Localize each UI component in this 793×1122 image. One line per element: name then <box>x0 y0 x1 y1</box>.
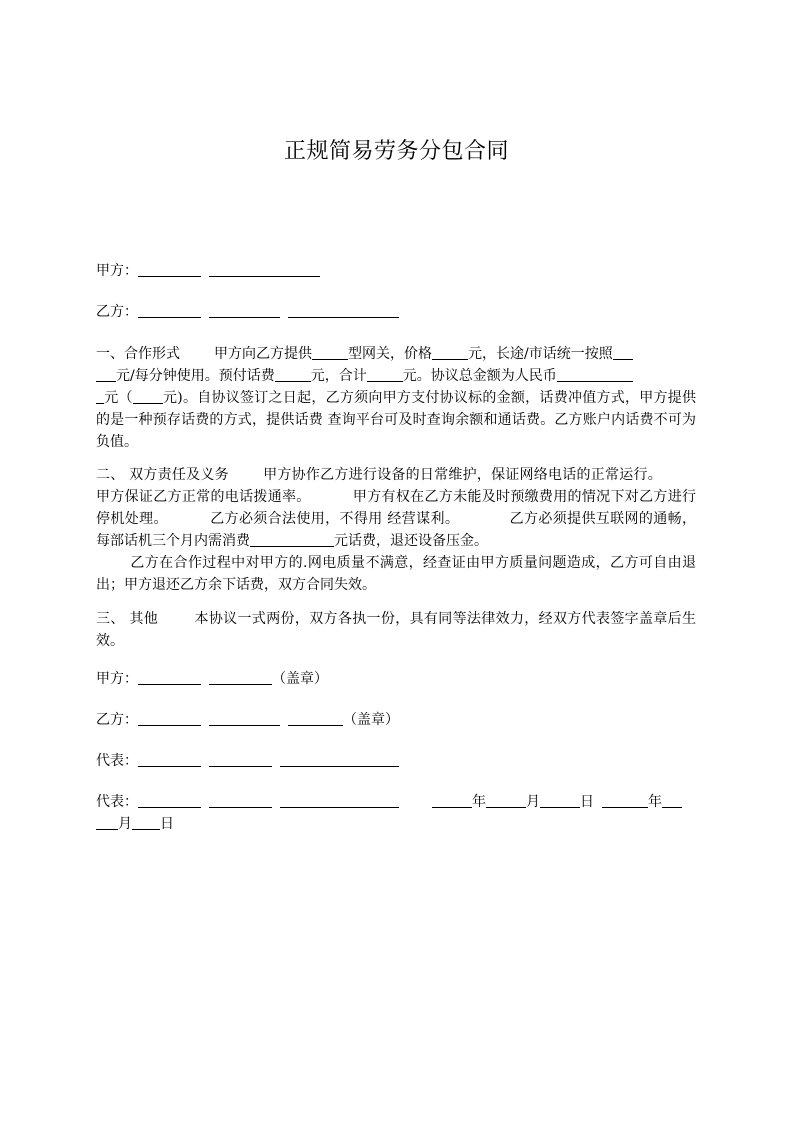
blank-field <box>312 344 348 360</box>
paragraph-text: 元，合计 <box>310 368 367 384</box>
blank-field <box>96 388 104 404</box>
paragraph-text: 甲方协作乙方进行设备的日常维护，保证网络电话的正常运行。 <box>262 467 663 483</box>
signature-representative-date <box>96 791 696 835</box>
blank-field <box>209 261 320 277</box>
year-label: 年 <box>472 794 486 810</box>
month-label: 月 <box>118 816 132 832</box>
blank-field <box>209 792 272 808</box>
blank-field <box>209 669 272 685</box>
signature-representative <box>96 750 696 772</box>
paragraph-text: 元话费，退还设备压金。 <box>334 533 488 549</box>
paragraph-text: 元。协议总金额为人民币 <box>402 368 557 384</box>
party-b-line <box>96 301 696 323</box>
blank-field <box>209 710 280 726</box>
paragraph-text: 元，长途/市话统一按照 <box>468 346 613 362</box>
paragraph-text: 乙方在合作过程中对甲方的.网电质量不满意，经查证由甲方质量问题造成，乙方可自由退出；甲方退还乙方余下话费，双方合同失效。 <box>96 555 696 593</box>
blank-field <box>250 531 334 547</box>
paragraph-text: 甲方保证乙方正常的电话拨通率。 <box>96 489 311 505</box>
party-b-label: 乙方： <box>96 712 138 728</box>
representative-label: 代表： <box>96 753 138 769</box>
signature-party-b <box>96 709 696 731</box>
blank-field <box>557 366 633 382</box>
blank-field <box>138 302 201 318</box>
section-responsibilities <box>96 464 696 596</box>
party-a-line <box>96 260 696 282</box>
paragraph-text: 本协议一式两份，双方各执一份，具有同等法律效力，经双方代表签字盖章后生效。 <box>96 611 697 649</box>
section-heading: 二、 双方责任及义务 <box>96 467 229 483</box>
blank-field <box>662 792 682 808</box>
paragraph-text: 元/每分钟使用。预付话费 <box>116 368 275 384</box>
blank-field <box>138 261 201 277</box>
party-a-label: 甲方： <box>96 671 138 687</box>
paragraph-text: 型网关，价格 <box>348 346 432 362</box>
day-label: 日 <box>160 816 174 832</box>
year-label: 年 <box>648 794 662 810</box>
blank-field <box>367 366 403 382</box>
blank-field <box>432 344 468 360</box>
section-other <box>96 608 696 652</box>
blank-field <box>132 814 160 830</box>
signature-party-a <box>96 668 696 690</box>
paragraph-text: 乙方必须提供互联网的通畅，每部话机三个月内需消费 <box>96 511 697 549</box>
representative-label: 代表： <box>96 794 138 810</box>
blank-field <box>209 751 272 767</box>
document-title: 正规简易劳务分包合同 <box>283 139 509 164</box>
section-cooperation-form <box>96 343 696 453</box>
seal-label: （盖章） <box>343 712 399 728</box>
party-b-label: 乙方： <box>96 304 138 320</box>
blank-field <box>280 751 399 767</box>
paragraph-text: 元（ <box>104 390 133 406</box>
blank-field <box>96 814 118 830</box>
paragraph-text: 乙方必须合法使用，不得用 经营谋利。 <box>209 511 460 527</box>
blank-field <box>288 302 399 318</box>
blank-field <box>96 366 116 382</box>
blank-field <box>613 344 633 360</box>
blank-field <box>486 792 526 808</box>
blank-field <box>540 792 580 808</box>
seal-label: （盖章） <box>272 671 328 687</box>
blank-field <box>288 710 343 726</box>
blank-field <box>280 792 399 808</box>
paragraph-text: 甲方有权在乙方未能及时预缴费用的情况下对乙方进行停机处理。 <box>96 489 697 527</box>
blank-field <box>138 792 201 808</box>
section-heading: 三、 其他 <box>96 611 159 627</box>
section-heading: 一、合作形式 <box>96 346 180 362</box>
day-label: 日 <box>580 794 594 810</box>
blank-field <box>138 751 201 767</box>
blank-field <box>138 710 201 726</box>
blank-field <box>275 366 311 382</box>
month-label: 月 <box>526 794 540 810</box>
blank-field <box>209 302 280 318</box>
blank-field <box>133 388 163 404</box>
blank-field <box>138 669 201 685</box>
paragraph-text: 元)。自协议签订之日起，乙方须向甲方支付协议标的金额，话费冲值方式，甲方提供的是一种预存话费的方式，提供话费 查询平台可及时查询余额和通话费。乙方账户内话费不可为负值。 <box>96 390 697 450</box>
blank-field <box>602 792 648 808</box>
party-a-label: 甲方： <box>96 263 138 279</box>
blank-field <box>432 792 472 808</box>
paragraph-text: 甲方向乙方提供 <box>214 346 312 362</box>
